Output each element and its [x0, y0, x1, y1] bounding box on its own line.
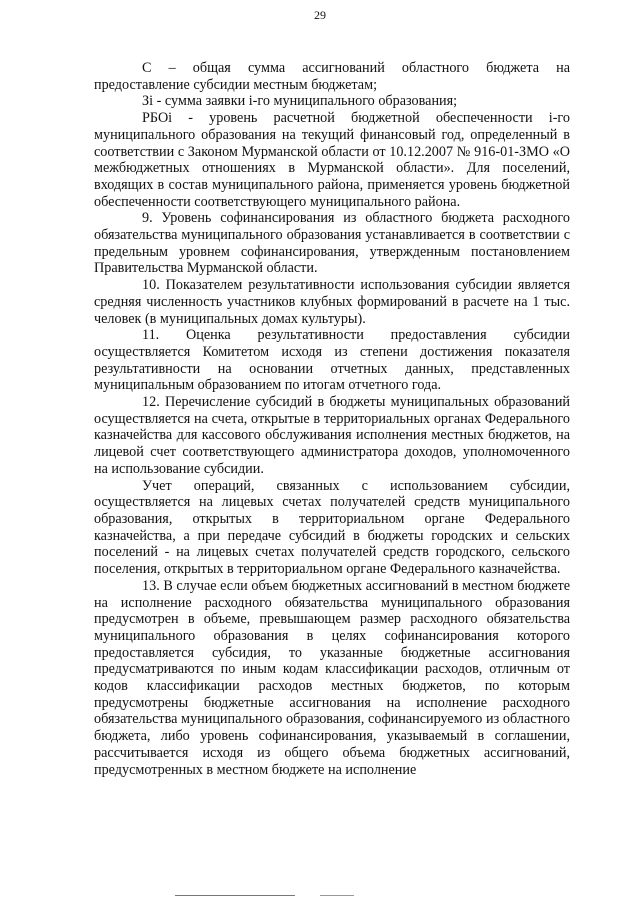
footer-marks [0, 885, 640, 905]
paragraph-item-9: 9. Уровень софинансирования из областного бюджета расходного обязательства муниципального образования устанавливается в соответствии с предельным уровнем софинансирования, утвержденным постановлением Правительства Мурманской области. [94, 210, 570, 277]
paragraph-definition-z: Зi - сумма заявки i-го муниципального образования; [142, 93, 458, 110]
paragraph-accounting: Учет операций, связанных с использованием субсидии, осуществляется на лицевых счетах получателей средств муниципального образования, открытых в территориальном органе Федерального казначейства, а при передаче субсидий в бюджеты городских и сельских поселений - на лицевых счетах получателей средств городского, сельского поселения, открытых в территориальном органе Федерального казначейства. [94, 477, 570, 578]
paragraph-item-11: 11. Оценка результативности предоставления субсидии осуществляется Комитетом исходя из степени достижения показателя результативности на основании отчетных данных, представленных муниципальным образованием по итогам отчетного года. [94, 327, 570, 394]
paragraph-definition-c: C – общая сумма ассигнований областного бюджета на предоставление субсидии местным бюджетам; [94, 60, 570, 93]
document-body [94, 60, 570, 778]
page-number: 29 [314, 8, 326, 22]
paragraph-item-13: 13. В случае если объем бюджетных ассигнований в местном бюджете на исполнение расходного обязательства муниципального образования предусмотрен в объеме, превышающем размер расходного обязательства муниципального образования в целях софинансирования которого предоставляется субсидия, то указанные бюджетные ассигнования предусматриваются по иным кодам классификации расходов, отличным от кодов классификации расходов местных бюджетов, по которым предусмотрены бюджетные ассигнования на исполнение расходного обязательства муниципального образования, софинансируемого из областного бюджета, либо уровень софинансирования, указываемый в соглашении, рассчитывается исходя из общего объема бюджетных ассигнований, предусмотренных в местном бюджете на исполнение [94, 577, 570, 778]
footer-line [175, 895, 295, 896]
footer-line-short [320, 895, 354, 896]
paragraph-item-12: 12. Перечисление субсидий в бюджеты муниципальных образований осуществляется на счета, открытые в территориальных органах Федерального казначейства для кассового обслуживания исполнения местных бюджетов, на лицевой счет соответствующего администратора доходов, уполномоченного на использование субсидии. [94, 394, 570, 477]
paragraph-definition-rbo: РБОi - уровень расчетной бюджетной обеспеченности i-го муниципального образования на текущий финансовый год, определенный в соответствии с Законом Мурманской области от 10.12.2007 № 916-01-ЗМО «О межбюджетных отношениях в Мурманской области». Для поселений, входящих в состав муниципального района, применяется уровень бюджетной обеспеченности соответствующего муниципального района. [94, 110, 570, 210]
paragraph-item-10: 10. Показателем результативности использования субсидии является средняя численность участников клубных формирований в расчете на 1 тыс. человек (в муниципальных домах культуры). [94, 277, 570, 327]
